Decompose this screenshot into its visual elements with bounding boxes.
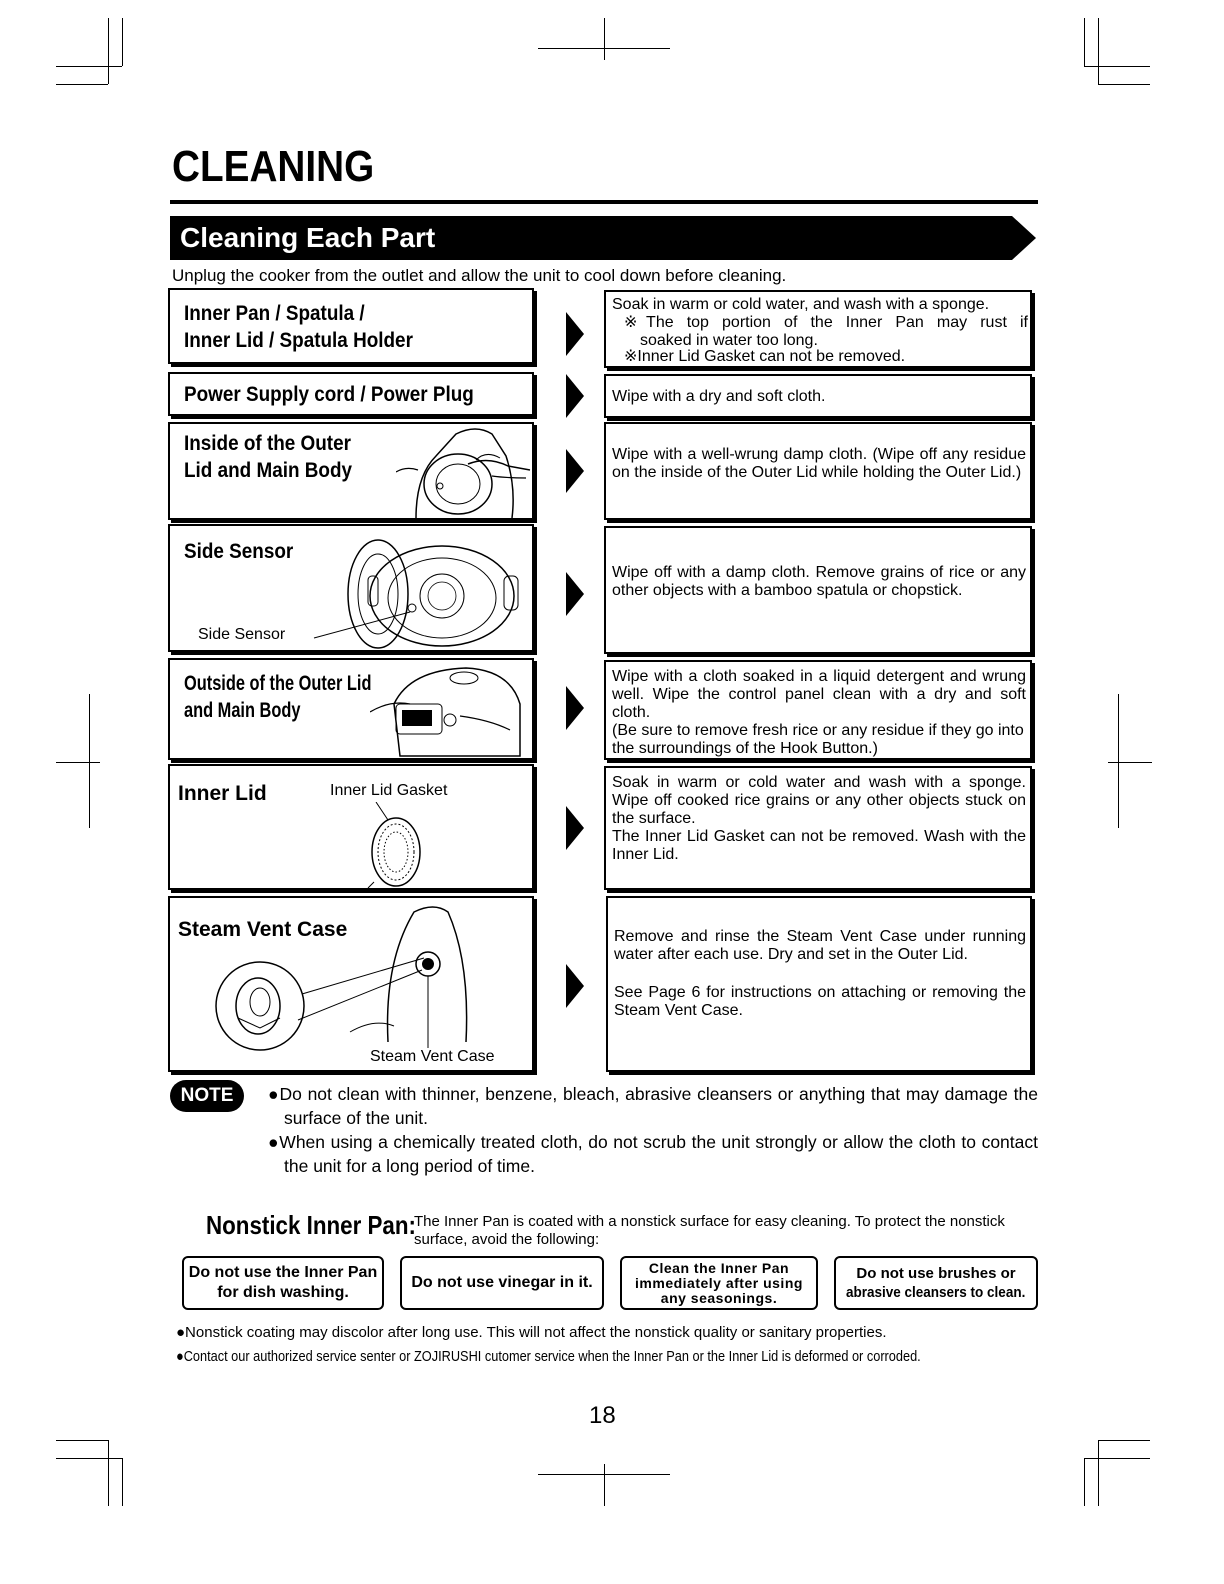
- title-rule: [170, 200, 1038, 204]
- cooker-inside-illustration: [396, 426, 532, 518]
- part-label: Inside of the Outer: [184, 432, 351, 455]
- instruction-box-steam-vent: [606, 896, 1032, 1072]
- tip-text: any seasonings.: [660, 1289, 778, 1306]
- steam-vent-illustration: [194, 902, 474, 1052]
- instruction-text: Wipe with a cloth soaked in a liquid detergent and wrung well. Wipe the control panel clean with a dry and soft cloth.: [612, 668, 1026, 721]
- callout-label: Steam Vent Case: [370, 1048, 495, 1065]
- instruction-box-outer-lid: [604, 660, 1032, 760]
- tip-text: immediately after using: [635, 1274, 803, 1291]
- arrow-icon: [566, 686, 584, 730]
- nonstick-title: Nonstick Inner Pan:: [206, 1210, 416, 1240]
- instruction-box-side-sensor: [604, 526, 1032, 654]
- arrow-icon: [566, 806, 584, 850]
- part-box-inner-lid: [168, 764, 534, 890]
- instruction-box-inside-lid: [604, 422, 1032, 520]
- tip-box: [620, 1256, 818, 1310]
- arrow-icon: [566, 374, 584, 418]
- instruction-text: Remove and rinse the Steam Vent Case under running water after each use. Dry and set in the Outer Lid.: [614, 928, 1026, 963]
- instruction-text: Wipe with a dry and soft cloth.: [612, 388, 826, 405]
- section-title: Cleaning Each Part: [180, 222, 436, 253]
- part-box-power-cord: [168, 372, 534, 416]
- part-box-inside-lid: [168, 422, 534, 520]
- arrow-icon: [566, 964, 584, 1008]
- instruction-box-inner-lid: [604, 766, 1032, 890]
- part-label: Steam Vent Case: [178, 918, 348, 941]
- intro-text: Unplug the cooker from the outlet and allow the unit to cool down before cleaning.: [172, 266, 787, 285]
- inner-lid-illustration: [362, 802, 422, 888]
- footnote: ●Nonstick coating may discolor after long use. This will not affect the nonstick quality or sanitary properties.: [176, 1324, 887, 1341]
- note-item: [268, 1130, 1038, 1178]
- part-label: Inner Lid / Spatula Holder: [184, 329, 413, 352]
- note-item: [268, 1082, 1038, 1130]
- note-item-text: ●When using a chemically treated cloth, do not scrub the unit strongly or allow the cloth to contact the unit for a long period of time.: [268, 1132, 1038, 1176]
- section-header: [170, 216, 1036, 260]
- nonstick-text: The Inner Pan is coated with a nonstick surface for easy cleaning. To protect the nonstick surface, avoid the following:: [414, 1213, 1005, 1248]
- instruction-text: soaked in water too long.: [640, 332, 818, 349]
- part-box-side-sensor: [168, 524, 534, 652]
- tip-text: abrasive cleansers to clean.: [846, 1284, 1026, 1301]
- arrow-icon: [566, 572, 584, 616]
- arrow-icon: [566, 449, 584, 493]
- page-number: 18: [589, 1402, 616, 1429]
- instruction-box-inner-pan: [604, 290, 1032, 368]
- note-item-text: ●Do not clean with thinner, benzene, bleach, abrasive cleansers or anything that may damage the surface of the unit.: [268, 1084, 1038, 1128]
- part-label: Lid and Main Body: [184, 459, 353, 482]
- part-label: Inner Lid: [178, 782, 267, 805]
- page-title: CLEANING: [172, 142, 375, 191]
- part-box-inner-pan: [168, 288, 534, 364]
- callout-label: Inner Lid Gasket: [330, 782, 448, 799]
- tip-box: [182, 1256, 384, 1310]
- tip-text: Clean the Inner Pan: [648, 1259, 790, 1276]
- instruction-text: Soak in warm or cold water and wash with a sponge. Wipe off cooked rice grains or any other objects stuck on the surface.: [612, 774, 1026, 827]
- instruction-text: (Be sure to remove fresh rice or any residue if they go into the surroundings of the Hook Button.): [612, 722, 1024, 757]
- tip-text: for dish washing.: [217, 1284, 349, 1301]
- outer-lid-illustration: [370, 664, 532, 758]
- footnote: ●Contact our authorized service senter or ZOJIRUSHI cutomer service when the Inner Pan or the Inner Lid is deformed or corroded.: [176, 1348, 921, 1365]
- instruction-text: Soak in warm or cold water, and wash with a sponge.: [612, 296, 990, 313]
- instruction-box-power-cord: [604, 374, 1032, 418]
- instruction-text: The Inner Lid Gasket can not be removed. Wash with the Inner Lid.: [612, 828, 1026, 863]
- instruction-text: ※The top portion of the Inner Pan may rust if: [624, 314, 1028, 331]
- part-label: Outside of the Outer Lid: [184, 672, 372, 695]
- tip-box: [834, 1256, 1038, 1310]
- part-label: Inner Pan / Spatula /: [184, 302, 365, 325]
- part-box-steam-vent: [168, 896, 534, 1072]
- callout-label: Side Sensor: [198, 626, 286, 643]
- instruction-text: See Page 6 for instructions on attaching or removing the Steam Vent Case.: [614, 984, 1026, 1019]
- tip-text: Do not use vinegar in it.: [411, 1274, 593, 1291]
- note-badge: NOTE: [170, 1080, 244, 1112]
- part-box-outer-lid: [168, 658, 534, 760]
- part-label: and Main Body: [184, 699, 301, 722]
- tip-text: Do not use the Inner Pan: [188, 1264, 378, 1281]
- side-sensor-illustration: [306, 536, 524, 652]
- tip-text: Do not use brushes or: [856, 1265, 1016, 1282]
- part-label: Power Supply cord / Power Plug: [184, 383, 474, 406]
- part-label: Side Sensor: [184, 540, 294, 563]
- tip-box: [400, 1256, 604, 1310]
- instruction-text: Wipe off with a damp cloth. Remove grains of rice or any other objects with a bamboo spatula or chopstick.: [612, 564, 1026, 599]
- instruction-text: Wipe with a well-wrung damp cloth. (Wipe off any residue on the inside of the Outer Lid while holding the Outer Lid.): [612, 446, 1026, 481]
- arrow-icon: [566, 312, 584, 356]
- instruction-text: ※Inner Lid Gasket can not be removed.: [624, 348, 906, 365]
